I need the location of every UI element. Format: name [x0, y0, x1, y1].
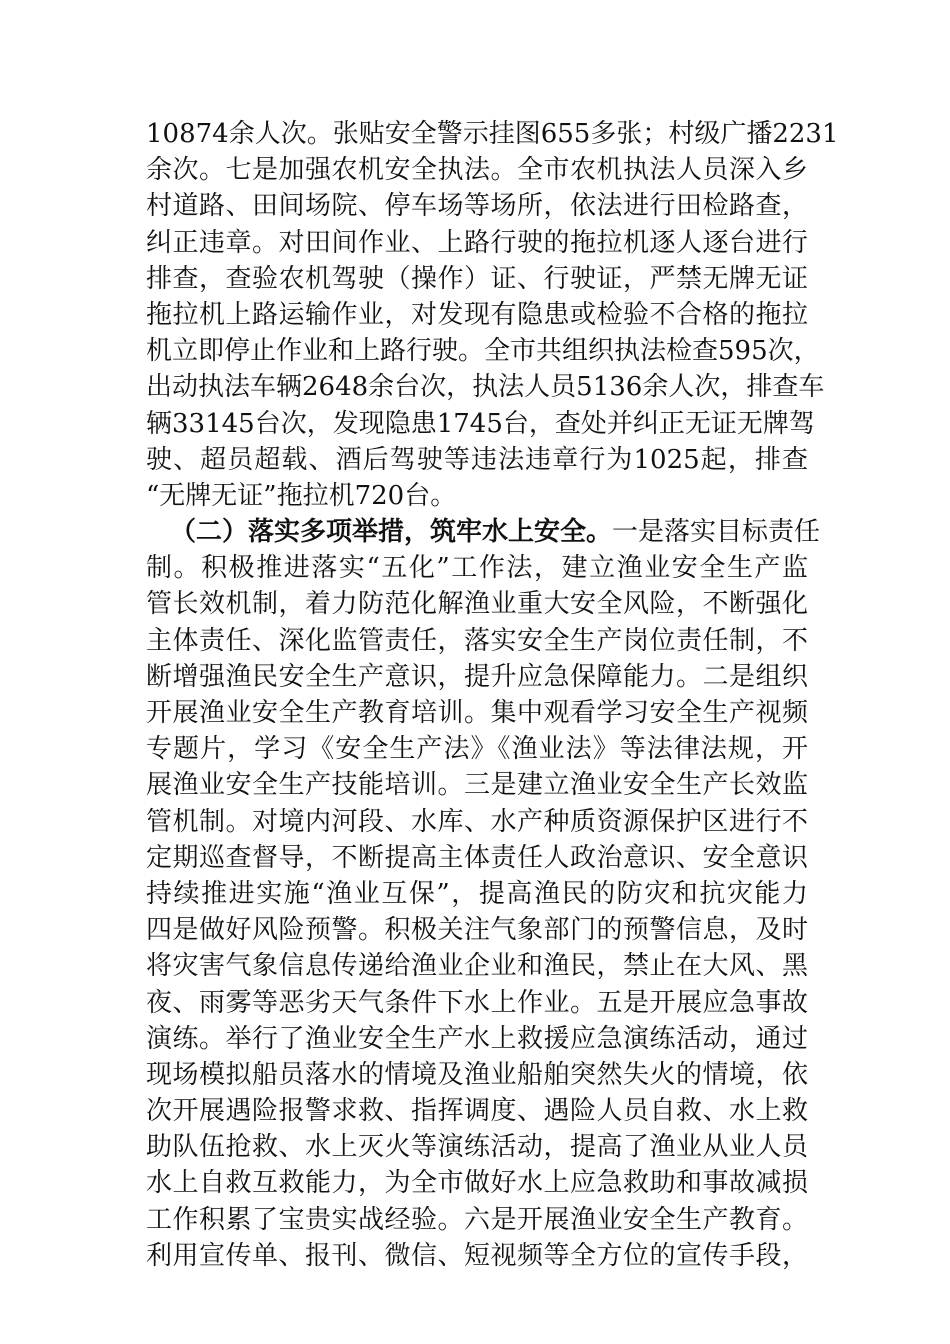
body-line: 制。积极推进落实“五化”工作法，建立渔业安全生产监: [146, 553, 808, 584]
body-line: 现场模拟船员落水的情境及渔业船舶突然失火的情境，依: [146, 1059, 808, 1090]
body-line: 主体责任、深化监管责任，落实安全生产岗位责任制，不: [146, 625, 808, 656]
body-line: 演练。举行了渔业安全生产水上救援应急演练活动，通过: [146, 1023, 808, 1054]
body-line: 纠正违章。对田间作业、上路行驶的拖拉机逐人逐台进行: [146, 227, 808, 258]
body-line: 助队伍抢救、水上灭火等演练活动，提高了渔业从业人员: [146, 1132, 808, 1163]
body-line: 排查，查验农机驾驶（操作）证、行驶证，严禁无牌无证: [146, 263, 808, 294]
body-line: 持续推进实施“渔业互保”，提高渔民的防灾和抗灾能力: [146, 878, 808, 909]
body-line: 管机制。对境内河段、水库、水产种质资源保护区进行不: [146, 806, 808, 837]
body-line: 拖拉机上路运输作业，对发现有隐患或检验不合格的拖拉: [146, 299, 808, 330]
body-line: 定期巡查督导，不断提高主体责任人政治意识、安全意识: [146, 842, 808, 873]
body-line: 机立即停止作业和上路行驶。全市共组织执法检查595次，: [146, 336, 820, 367]
body-line: 展渔业安全生产技能培训。三是建立渔业安全生产长效监: [146, 770, 808, 801]
section-first-line-text: 一是落实目标责任: [612, 517, 821, 548]
body-line: 将灾害气象信息传递给渔业企业和渔民，禁止在大风、黑: [146, 951, 808, 982]
body-line: 余次。七是加强农机安全执法。全市农机执法人员深入乡: [146, 155, 808, 186]
body-line: 管长效机制，着力防范化解渔业重大安全风险，不断强化: [146, 589, 808, 620]
body-line: 工作积累了宝贵实战经验。六是开展渔业安全生产教育。: [146, 1204, 808, 1235]
body-line: 开展渔业安全生产教育培训。集中观看学习安全生产视频: [146, 698, 808, 728]
document-body: [146, 116, 839, 1274]
body-line: 利用宣传单、报刊、微信、短视频等全方位的宣传手段，: [146, 1240, 808, 1271]
body-line: 次开展遇险报警求救、指挥调度、遇险人员自救、水上救: [146, 1096, 808, 1127]
body-line: 断增强渔民安全生产意识，提升应急保障能力。二是组织: [146, 661, 808, 692]
body-line: 村道路、田间场院、停车场等场所，依法进行田检路查，: [146, 191, 808, 222]
body-line: “无牌无证”拖拉机720台。: [146, 480, 457, 511]
section-first-line: [146, 514, 821, 550]
body-line: 出动执法车辆2648余台次，执法人员5136余人次，排查车: [146, 372, 825, 403]
body-line: 水上自救互救能力，为全市做好水上应急救助和事故减损: [146, 1168, 808, 1199]
body-line: 10874余人次。张贴安全警示挂图655多张；村级广播2231: [146, 119, 839, 149]
body-line: 驶、超员超载、酒后驾驶等违法违章行为1025起，排查: [146, 444, 808, 475]
body-line: 四是做好风险预警。积极关注气象部门的预警信息，及时: [146, 915, 808, 946]
section-heading: （二）落实多项举措，筑牢水上安全。: [170, 517, 613, 548]
body-line: 辆33145台次，发现隐患1745台，查处并纠正无证无牌驾: [146, 408, 815, 439]
body-line: 夜、雨雾等恶劣天气条件下水上作业。五是开展应急事故: [146, 987, 808, 1018]
body-line: 专题片，学习《安全生产法》《渔业法》等法律法规，开: [146, 734, 808, 765]
